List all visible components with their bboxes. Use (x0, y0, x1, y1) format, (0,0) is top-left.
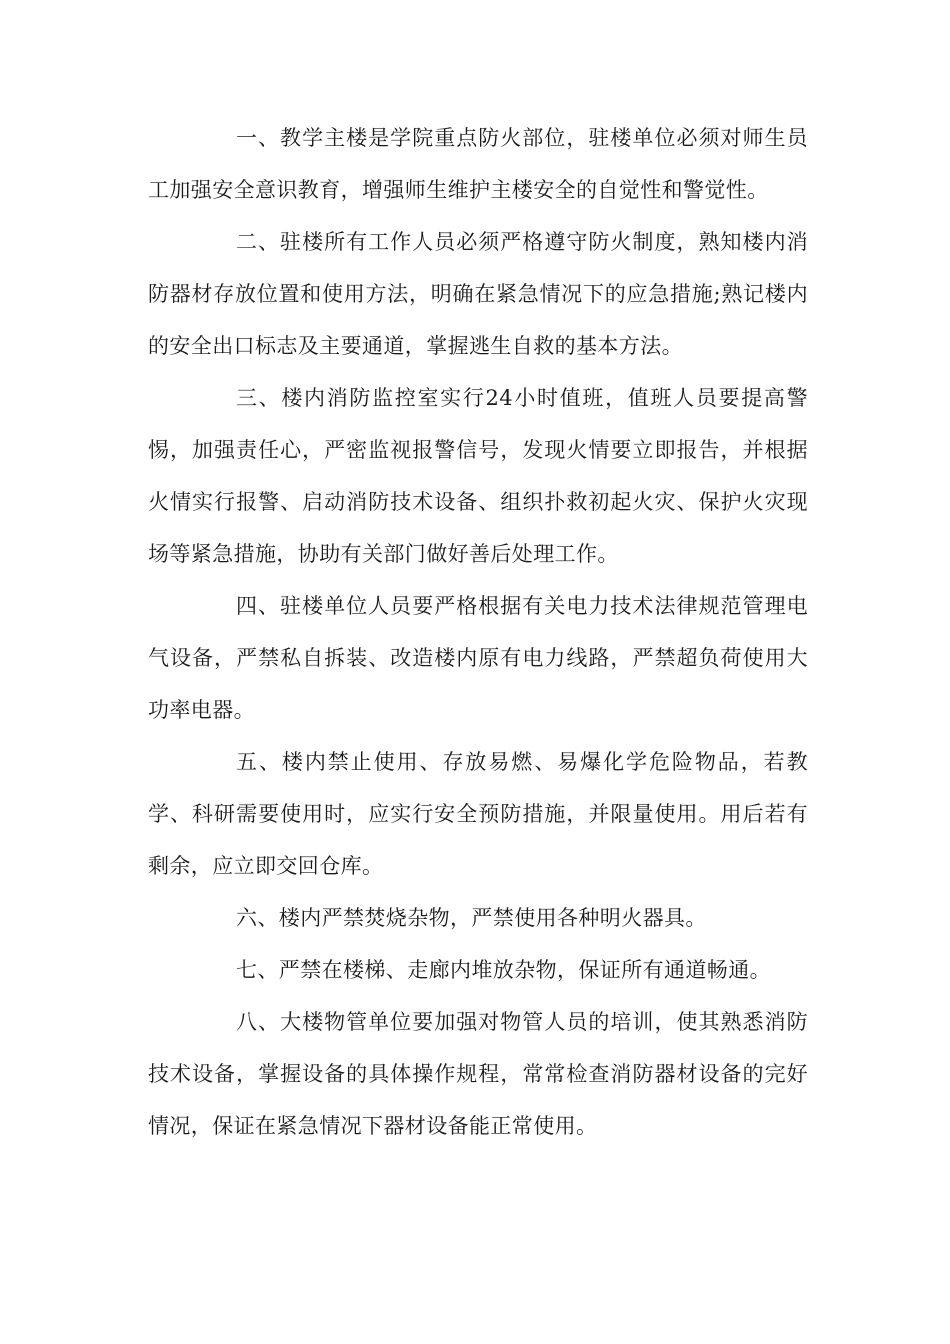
document-body (148, 112, 808, 1152)
paragraph-7: 七、严禁在楼梯、走廊内堆放杂物，保证所有通道畅通。 (236, 958, 771, 982)
paragraph-3: 三、楼内消防监控室实行24小时值班，值班人员要提高警惕，加强责任心，严密监视报警信号，发现火情要立即报告，并根据火情实行报警、启动消防技术设备、组织扑救初起火灾、保护火灾现场等紧急措施，协助有关部门做好善后处理工作。 (148, 386, 808, 566)
paragraph-4: 四、驻楼单位人员要严格根据有关电力技术法律规范管理电气设备，严禁私自拆装、改造楼内原有电力线路，严禁超负荷使用大功率电器。 (148, 594, 808, 722)
paragraph-2: 二、驻楼所有工作人员必须严格遵守防火制度，熟知楼内消防器材存放位置和使用方法，明确在紧急情况下的应急措施;熟记楼内的安全出口标志及主要通道，掌握逃生自救的基本方法。 (148, 230, 808, 358)
paragraph-8: 八、大楼物管单位要加强对物管人员的培训，使其熟悉消防技术设备，掌握设备的具体操作规程，常常检查消防器材设备的完好情况，保证在紧急情况下器材设备能正常使用。 (148, 1010, 808, 1138)
paragraph-1: 一、教学主楼是学院重点防火部位，驻楼单位必须对师生员工加强安全意识教育，增强师生维护主楼安全的自觉性和警觉性。 (148, 126, 808, 202)
paragraph-5: 五、楼内禁止使用、存放易燃、易爆化学危险物品，若教学、科研需要使用时，应实行安全预防措施，并限量使用。用后若有剩余，应立即交回仓库。 (148, 750, 808, 878)
paragraph-6: 六、楼内严禁焚烧杂物，严禁使用各种明火器具。 (236, 906, 707, 930)
